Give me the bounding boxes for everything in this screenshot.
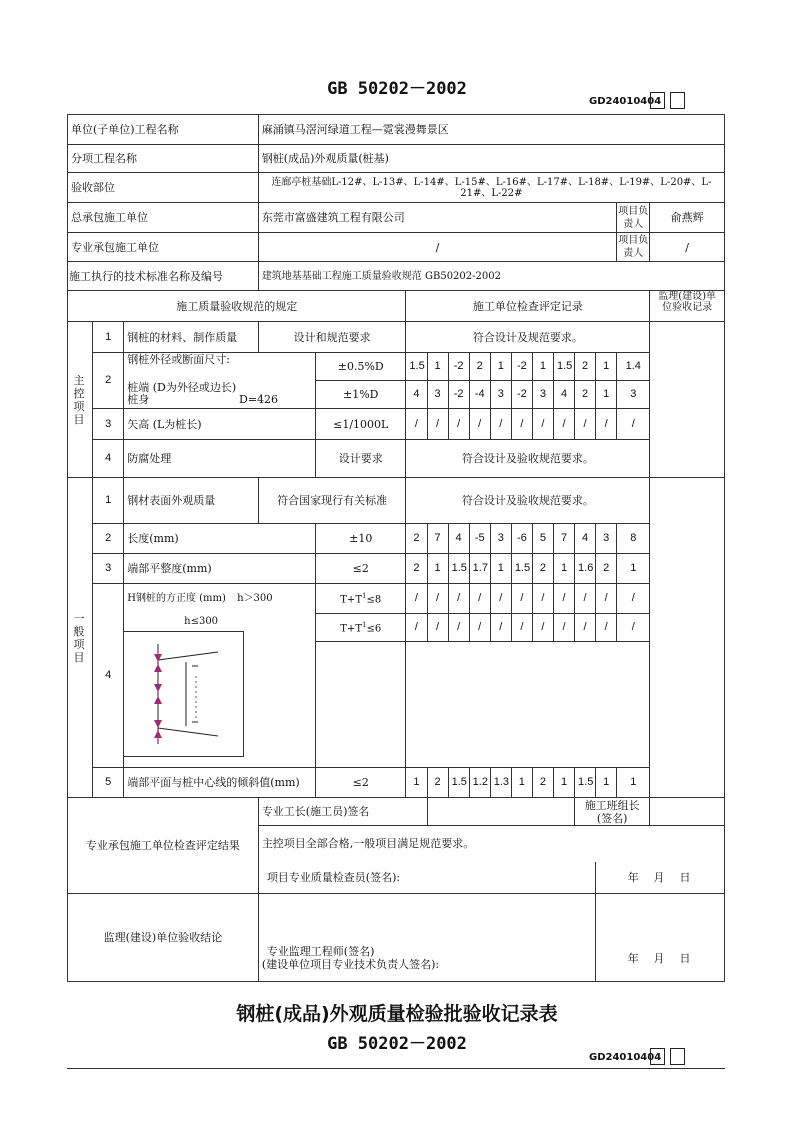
- item-name: 钢桩外径或断面尺寸:: [124, 353, 316, 381]
- value-cell: /: [427, 614, 448, 642]
- item-req: [316, 614, 406, 642]
- footer-rule: [67, 1068, 725, 1069]
- footer-standard: GB 50202－2002: [327, 1034, 467, 1054]
- code-box[interactable]: [650, 92, 665, 109]
- item-req: 设计和规范要求: [258, 322, 406, 353]
- value-cell: /: [427, 584, 448, 614]
- value-cell: -2: [511, 353, 532, 381]
- value-cell: /: [596, 584, 617, 614]
- value-cell: /: [511, 584, 532, 614]
- item-req: ≤2: [316, 554, 406, 584]
- sub-label: 分项工程名称: [68, 145, 259, 173]
- value-cell: -4: [469, 381, 490, 409]
- value-cell: /: [490, 409, 511, 440]
- h-pile-diagram: [124, 631, 244, 757]
- value-cell: -2: [448, 353, 469, 381]
- supervision-cell[interactable]: [650, 322, 725, 478]
- main-group-label: 主控项目: [68, 322, 93, 478]
- value-cell: 8: [617, 524, 650, 554]
- value-cell: /: [553, 409, 574, 440]
- spec-header: 施工质量验收规范的规定: [68, 291, 406, 322]
- value-cell: 1: [532, 353, 553, 381]
- value-cell: /: [617, 584, 650, 614]
- req-sup: 1: [361, 621, 367, 630]
- value-cell: 1: [596, 768, 617, 798]
- value-cell: /: [448, 584, 469, 614]
- item-name: 长度(mm): [124, 524, 316, 554]
- h-pile-diagram-cell: [124, 614, 316, 768]
- item-name: 防腐处理: [124, 440, 316, 478]
- value-cell: 4: [448, 524, 469, 554]
- pm-label: 项目负责人: [617, 203, 650, 233]
- value-cell: 2: [596, 554, 617, 584]
- item-no: 1: [93, 478, 124, 524]
- value-cell: /: [490, 614, 511, 642]
- value-cell: -6: [511, 524, 532, 554]
- value-cell: /: [469, 409, 490, 440]
- sv-date: 年 月 日: [596, 894, 725, 982]
- value-cell: 1: [596, 381, 617, 409]
- value-cell: 1: [553, 768, 574, 798]
- h-pile-label: H钢桩的方正度 (mm): [127, 593, 226, 605]
- engineer-label: 专业监理工程师(签名): [266, 945, 375, 958]
- value-cell: /: [511, 614, 532, 642]
- item-req: [316, 584, 406, 614]
- value-cell: 1.7: [469, 554, 490, 584]
- form-title: 钢桩(成品)外观质量检验批验收记录表: [236, 1003, 558, 1025]
- value-cell: 2: [469, 353, 490, 381]
- pile-end-label: 桩端 (D为外径或边长): [127, 381, 237, 395]
- item-name: 钢桩的材料、制作质量: [124, 322, 259, 353]
- value-cell: /: [617, 614, 650, 642]
- value-cell: 5: [532, 524, 553, 554]
- code-box[interactable]: [670, 1048, 685, 1065]
- item-req: ±1%D: [316, 381, 406, 409]
- value-cell: 4: [553, 381, 574, 409]
- standard-number: GB 50202－2002: [327, 79, 467, 99]
- req-limit: ≤8: [366, 594, 382, 606]
- diagram-values-blank: [406, 642, 650, 768]
- inspection-table: [67, 114, 725, 982]
- value-cell: 1: [406, 768, 427, 798]
- team-leader-sign[interactable]: [650, 798, 725, 826]
- cond-h-gt-300: h＞300: [237, 593, 273, 605]
- item-no: 1: [93, 322, 124, 353]
- item-name: 矢高 (L为桩长): [124, 409, 316, 440]
- item-req: ≤2: [316, 768, 406, 798]
- value-cell: 1.5: [575, 768, 596, 798]
- value-cell: /: [406, 614, 427, 642]
- sc-value: /: [258, 233, 616, 262]
- check-header: 施工单位检查评定记录: [406, 291, 650, 322]
- value-cell: 1.5: [553, 353, 574, 381]
- footer-code: GD24010404: [589, 1052, 662, 1063]
- supervision-cell[interactable]: [650, 478, 725, 798]
- value-cell: 4: [575, 524, 596, 554]
- value-cell: 1.6: [575, 554, 596, 584]
- value-cell: 1: [427, 353, 448, 381]
- value-cell: 1.5: [448, 768, 469, 798]
- part-value: 连廊亭桩基础L-12#、L-13#、L-14#、L-15#、L-16#、L-17#、L-18#、L-19#、L-20#、L-21#、L-22#: [258, 173, 724, 203]
- value-cell: 1.5: [511, 554, 532, 584]
- req-sup: 1: [361, 592, 367, 601]
- value-cell: 1.3: [490, 768, 511, 798]
- part-label: 验收部位: [68, 173, 259, 203]
- value-cell: /: [553, 614, 574, 642]
- value-cell: /: [575, 614, 596, 642]
- value-cell: 1: [490, 353, 511, 381]
- inspector-date: 年 月 日: [596, 862, 725, 894]
- req-t: T+T: [340, 623, 362, 635]
- diameter-value: D=426: [239, 393, 279, 407]
- value-cell: 2: [406, 554, 427, 584]
- value-cell: /: [448, 409, 469, 440]
- req-limit: ≤6: [366, 623, 382, 635]
- item-no: 3: [93, 409, 124, 440]
- std-label: 施工执行的技术标准名称及编号: [68, 262, 259, 291]
- std-value: 建筑地基基础工程施工质量验收规范 GB50202-2002: [258, 262, 724, 291]
- foreman-label: 专业工长(施工员)签名: [258, 798, 427, 826]
- pm2-value: /: [650, 233, 725, 262]
- value-cell: 3: [596, 524, 617, 554]
- value-cell: 1: [490, 554, 511, 584]
- item-req: 符合国家现行有关标准: [258, 478, 406, 524]
- general-group-label: 一般项目: [68, 478, 93, 798]
- code-box[interactable]: [670, 92, 685, 109]
- value-cell: 1.5: [406, 353, 427, 381]
- pm-value: 俞燕辉: [650, 203, 725, 233]
- value-cell: 3: [427, 381, 448, 409]
- value-cell: /: [511, 409, 532, 440]
- foreman-sign[interactable]: [427, 798, 575, 826]
- value-cell: 7: [553, 524, 574, 554]
- value-cell: 1.4: [617, 353, 650, 381]
- item-name: 钢材表面外观质量: [124, 478, 259, 524]
- owner-label: (建设单位项目专业技术负责人签名):: [261, 958, 440, 971]
- value-cell: 3: [490, 524, 511, 554]
- sub-value: 钢桩(成品)外观质量(桩基): [258, 145, 724, 173]
- item-name: [124, 584, 316, 614]
- gc-value: 东莞市富盛建筑工程有限公司: [258, 203, 616, 233]
- value-cell: 4: [406, 381, 427, 409]
- value-cell: /: [532, 614, 553, 642]
- value-cell: -2: [511, 381, 532, 409]
- value-cell: /: [532, 409, 553, 440]
- value-cell: 3: [617, 381, 650, 409]
- item-req: ≤1/1000L: [316, 409, 406, 440]
- pile-body-label: 桩身: [127, 393, 150, 407]
- value-cell: /: [575, 409, 596, 440]
- value-cell: -2: [448, 381, 469, 409]
- item-no: 4: [93, 584, 124, 768]
- sc-result-label: 专业承包施工单位检查评定结果: [68, 798, 259, 894]
- value-cell: 1: [617, 554, 650, 584]
- team-leader-label: 施工班组长(签名): [575, 798, 650, 826]
- value-cell: 1: [596, 353, 617, 381]
- item-name: 端部平整度(mm): [124, 554, 316, 584]
- value-cell: /: [532, 584, 553, 614]
- item-no: 4: [93, 440, 124, 478]
- unit-label: 单位(子单位)工程名称: [68, 115, 259, 145]
- value-cell: 1: [553, 554, 574, 584]
- item-result: 符合设计及验收规范要求。: [406, 478, 650, 524]
- value-cell: 1: [427, 554, 448, 584]
- item-result: 符合设计及规范要求。: [406, 322, 650, 353]
- value-cell: /: [596, 614, 617, 642]
- item-result: 符合设计及验收规范要求。: [406, 440, 650, 478]
- gc-label: 总承包施工单位: [68, 203, 259, 233]
- value-cell: /: [448, 614, 469, 642]
- item-no: 5: [93, 768, 124, 798]
- pm2-label: 项目负责人: [617, 233, 650, 262]
- value-cell: /: [469, 584, 490, 614]
- inspector-label: 项目专业质量检查员(签名):: [258, 862, 595, 894]
- value-cell: 3: [532, 381, 553, 409]
- value-cell: 1.5: [448, 554, 469, 584]
- req-t: T+T: [340, 594, 362, 606]
- value-cell: /: [617, 409, 650, 440]
- value-cell: /: [575, 584, 596, 614]
- item-no: 2: [93, 524, 124, 554]
- value-cell: 2: [532, 554, 553, 584]
- value-cell: 1.2: [469, 768, 490, 798]
- sv-signature-block: [258, 894, 595, 982]
- item-no: 2: [93, 353, 124, 409]
- value-cell: 1: [617, 768, 650, 798]
- form-code: GD24010404: [589, 96, 662, 107]
- value-cell: 2: [575, 353, 596, 381]
- item-subname: [124, 381, 316, 409]
- value-cell: 3: [490, 381, 511, 409]
- value-cell: /: [596, 409, 617, 440]
- cond-h-le-300: h≤300: [184, 615, 219, 627]
- value-cell: 2: [532, 768, 553, 798]
- sc-label: 专业承包施工单位: [68, 233, 259, 262]
- sv-label: 监理(建设)单位验收结论: [68, 894, 259, 982]
- unit-value: 麻涌镇马滘河绿道工程—霓裳漫舞景区: [258, 115, 724, 145]
- value-cell: -5: [469, 524, 490, 554]
- value-cell: 2: [406, 524, 427, 554]
- item-no: 3: [93, 554, 124, 584]
- item-req: ±10: [316, 524, 406, 554]
- value-cell: 2: [427, 768, 448, 798]
- value-cell: /: [469, 614, 490, 642]
- diagram-req-blank: [316, 642, 406, 768]
- code-box[interactable]: [650, 1048, 665, 1065]
- value-cell: 7: [427, 524, 448, 554]
- value-cell: /: [406, 584, 427, 614]
- value-cell: 1: [511, 768, 532, 798]
- value-cell: /: [406, 409, 427, 440]
- item-name: 端部平面与桩中心线的倾斜值(mm): [124, 768, 316, 798]
- value-cell: /: [490, 584, 511, 614]
- value-cell: /: [427, 409, 448, 440]
- item-req: 设计要求: [316, 440, 406, 478]
- value-cell: /: [553, 584, 574, 614]
- squareness-diagram: [124, 632, 244, 758]
- value-cell: 2: [575, 381, 596, 409]
- supervision-header: 监理(建设)单位验收记录: [650, 291, 725, 322]
- sc-result: 主控项目全部合格,一般项目满足规范要求。: [258, 826, 724, 862]
- item-req: ±0.5%D: [316, 353, 406, 381]
